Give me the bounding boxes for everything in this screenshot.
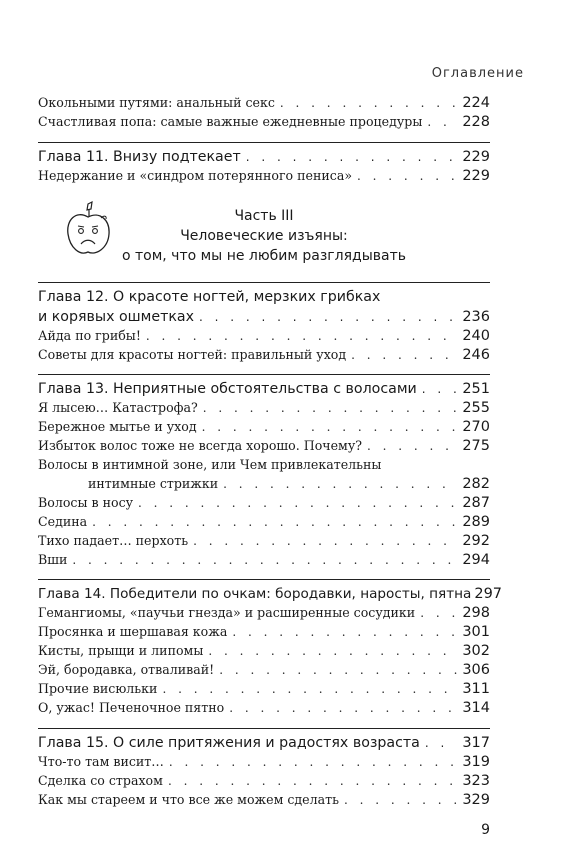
toc-entry[interactable] (38, 532, 490, 551)
toc-entry-title: О, ужас! Печеночное пятно (38, 699, 225, 715)
toc-entry-page: 314 (462, 699, 490, 716)
toc-entry-title: Счастливая попа: самые важные ежедневные процедуры (38, 113, 423, 129)
toc-entry-title: Волосы в носу (38, 494, 134, 510)
toc-entry[interactable] (38, 551, 490, 570)
toc-entry-page: 294 (462, 551, 490, 568)
dot-leader (219, 661, 457, 680)
toc-entry[interactable] (38, 604, 490, 623)
dot-leader (229, 699, 457, 718)
toc-entry-title: Тихо падает… перхоть (38, 532, 189, 548)
toc-entry-title: Просянка и шершавая кожа (38, 624, 228, 640)
toc-entry[interactable] (38, 661, 490, 680)
toc-entry[interactable] (38, 642, 490, 661)
toc-entry-title: Айда по грибы! (38, 327, 141, 343)
toc-entry-title: Прочие висюльки (38, 681, 158, 697)
dot-leader (208, 642, 457, 661)
toc-entry-page: 301 (462, 624, 490, 641)
dot-leader (193, 532, 457, 551)
toc-entry-title-cont: интимные стрижки (88, 476, 219, 492)
toc-entry-page: 329 (462, 791, 490, 808)
toc-chapter-page: 297 (474, 586, 503, 603)
dot-leader (427, 113, 457, 132)
toc-entry[interactable] (38, 418, 490, 437)
toc-entry[interactable] (38, 399, 490, 418)
toc-chapter-title-cont: и корявых ошметках (38, 308, 195, 325)
part-title: Часть III (234, 207, 294, 224)
part-subtitle: Человеческие изъяны: (180, 227, 348, 244)
toc-chapter-title: Глава 14. Победители по очкам: бородавки, наросты, пятна (38, 586, 472, 603)
dot-leader (357, 167, 457, 186)
toc-entry[interactable] (38, 437, 490, 456)
chapter-divider (38, 374, 490, 569)
toc-entry-title: Избыток волос тоже не всегда хорошо. Почему? (38, 438, 363, 454)
dot-leader (223, 475, 457, 494)
toc-chapter-title[interactable]: Глава 12. О красоте ногтей, мерзких грибках (38, 288, 381, 305)
toc-entry[interactable] (38, 680, 490, 699)
toc-chapter-page: 317 (462, 734, 490, 751)
toc-entry-page: 255 (462, 400, 490, 417)
toc-entry[interactable] (38, 167, 490, 186)
dot-leader (280, 94, 457, 113)
dot-leader (169, 753, 457, 772)
toc-entry-page: 292 (462, 532, 490, 549)
toc-entry-page: 306 (462, 662, 490, 679)
toc-entry-page: 275 (462, 438, 490, 455)
toc-entry-page: 289 (462, 513, 490, 530)
toc-entry-page: 282 (462, 476, 490, 493)
toc-entry[interactable] (38, 94, 490, 113)
toc-chapter-title: Глава 15. О силе притяжения и радостях возраста (38, 734, 420, 751)
dot-leader (202, 418, 458, 437)
toc-entry[interactable] (38, 791, 490, 810)
dot-leader (232, 623, 457, 642)
toc-entry-page: 240 (462, 327, 490, 344)
toc-entry-title: Гемангиомы, «паучьи гнезда» и расширенные сосудики (38, 605, 416, 621)
table-of-contents (38, 94, 503, 809)
toc-entry-title: Недержание и «синдром потерянного пениса» (38, 167, 353, 183)
toc-entry-title: Сделка со страхом (38, 772, 163, 788)
chapter-divider (38, 142, 490, 186)
toc-entry[interactable] (38, 623, 490, 642)
dot-leader (420, 604, 457, 623)
part-heading (38, 206, 490, 272)
toc-entry[interactable] (38, 513, 490, 532)
toc-entry-page: 323 (462, 772, 490, 789)
dot-leader (246, 147, 458, 167)
dot-leader (168, 772, 457, 791)
dot-leader (367, 437, 457, 456)
toc-entry[interactable] (38, 113, 490, 132)
toc-entry-line1[interactable] (38, 456, 490, 475)
toc-entry-title: Я лысею… Катастрофа? (38, 400, 198, 416)
chapter-divider (38, 728, 490, 810)
toc-entry[interactable] (38, 699, 490, 718)
toc-chapter-11[interactable] (38, 147, 490, 167)
toc-entry-page: 228 (462, 113, 490, 130)
toc-entry-title: Седина (38, 513, 88, 529)
toc-entry-title: Как мы стареем и что все же можем сделать (38, 791, 339, 807)
toc-entry-title: Волосы в интимной зоне, или Чем привлекательны (38, 457, 382, 473)
toc-entry[interactable] (38, 346, 490, 365)
chapter-divider (38, 579, 503, 717)
toc-entry-page: 287 (462, 494, 490, 511)
toc-chapter-15[interactable] (38, 733, 490, 753)
toc-entry-title: Окольными путями: анальный секс (38, 95, 275, 110)
toc-chapter-14[interactable] (38, 584, 503, 604)
toc-entry[interactable] (38, 327, 490, 346)
toc-chapter-title: Глава 13. Неприятные обстоятельства с волосами (38, 381, 417, 398)
toc-entry-page: 224 (462, 95, 490, 111)
dot-leader (92, 513, 457, 532)
toc-chapter-page: 229 (462, 148, 490, 165)
chapter-divider (38, 282, 490, 365)
running-head: Оглавление (431, 66, 524, 81)
toc-chapter-12[interactable] (38, 307, 490, 327)
toc-chapter-page: 236 (462, 308, 490, 325)
dot-leader (351, 346, 457, 365)
toc-entry-title: Что-то там висит… (38, 753, 164, 769)
dot-leader (138, 494, 457, 513)
page-number: 9 (481, 822, 490, 838)
toc-entry-page: 311 (462, 681, 490, 698)
toc-chapter-13[interactable] (38, 379, 490, 399)
toc-entry-page: 298 (462, 605, 490, 622)
toc-entry-page: 302 (462, 643, 490, 660)
toc-entry-title: Кисты, прыщи и липомы (38, 643, 204, 659)
sad-apple-icon (62, 200, 114, 264)
dot-leader (146, 327, 457, 346)
part-subtitle: о том, что мы не любим разглядывать (121, 247, 406, 264)
dot-leader (72, 551, 457, 570)
toc-entry-title: Бережное мытье и уход (38, 419, 197, 435)
toc-entry-title: Советы для красоты ногтей: правильный уход (38, 346, 347, 362)
toc-entry-page: 270 (462, 419, 490, 436)
dot-leader (199, 307, 457, 327)
dot-leader (422, 379, 458, 399)
toc-entry[interactable] (38, 494, 490, 513)
toc-entry[interactable] (38, 753, 490, 772)
toc-chapter-title: Глава 11. Внизу подтекает (38, 148, 241, 165)
dot-leader (162, 680, 457, 699)
toc-entry-page: 319 (462, 753, 490, 770)
dot-leader (472, 584, 473, 604)
toc-entry-title: Эй, бородавка, отваливай! (38, 662, 215, 678)
dot-leader (425, 733, 457, 753)
toc-entry-page: 229 (462, 167, 490, 184)
dot-leader (344, 791, 457, 810)
toc-entry-page: 246 (462, 346, 490, 363)
toc-entry[interactable] (38, 475, 490, 494)
toc-entry-title: Вши (38, 551, 68, 567)
dot-leader (203, 399, 458, 418)
toc-chapter-page: 251 (462, 381, 490, 398)
toc-entry[interactable] (38, 772, 490, 791)
